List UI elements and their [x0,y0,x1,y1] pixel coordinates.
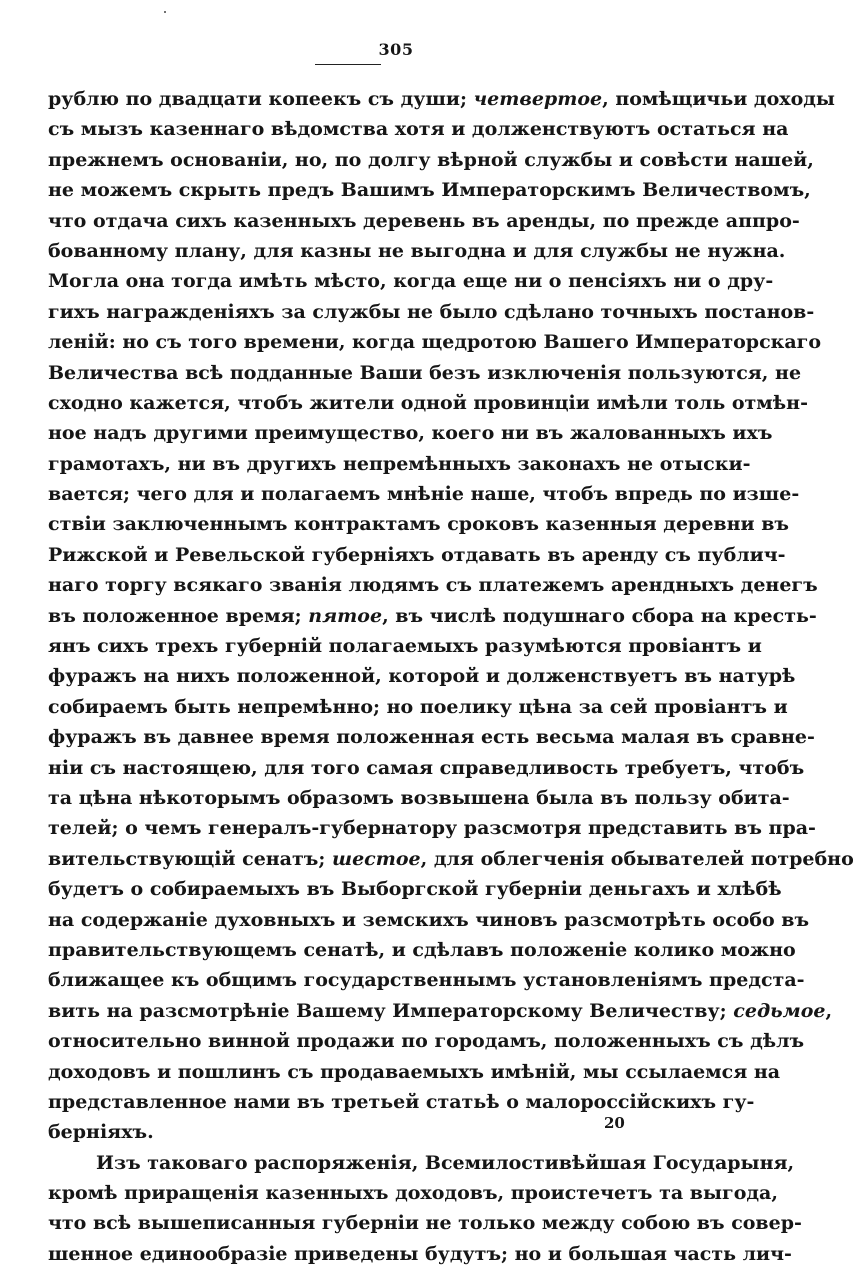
text-run: шенное единообразіе приведены будутъ; но и большая часть лич- [48,1242,792,1265]
text-run: ное надъ другими преимущество, коего ни въ жалованныхъ ихъ [48,422,773,445]
text-run: доходовъ и пошлинъ съ продаваемыхъ имѣній, мы ссылаемся на [48,1060,781,1083]
text-run: на содержаніе духовныхъ и земскихъ чиновъ разсмотрѣть особо въ [48,908,810,931]
text-line [48,601,817,631]
text-run: рублю по двадцати копеекъ съ души; [48,88,474,110]
text-run: что всѣ вышеписанныя губерніи не только между собою въ совер- [48,1212,802,1235]
text-run: янъ сихъ трехъ губерній полагаемыхъ разумѣются провіантъ и [48,635,762,658]
text-line [48,540,786,570]
text-run: будетъ о собираемыхъ въ Выборгской губерніи деньгахъ и хлѣбѣ [48,878,782,901]
text-line [48,753,805,783]
body-text [48,84,854,1269]
italic-run: пятое [308,604,383,627]
text-run: гихъ награжденіяхъ за службы не было сдѣлано точныхъ постанов- [48,300,815,323]
text-run: Рижской и Ревельской губерніяхъ отдавать въ аренду съ публич- [48,543,786,566]
text-line [48,145,814,175]
text-run: сходно кажется, чтобъ жители одной провинціи имѣли толь отмѣн- [48,391,808,414]
text-line [48,358,802,388]
text-line [48,844,854,874]
text-run: , для облегченія обывателей потребно [420,847,854,870]
text-line [48,84,835,114]
text-run: собираемъ быть непремѣнно; но поелику цѣна за сей провіантъ и [48,695,788,718]
text-line [48,692,788,722]
text-run: фуражъ на нихъ положенной, которой и долженствуетъ въ натурѣ [48,665,796,688]
text-run: ніи съ настоящею, для того самая справедливость требуетъ, чтобъ [48,756,805,779]
text-line [48,236,786,266]
text-line [48,266,774,296]
text-run: вить на разсмотрѣніе Вашему Императорскому Величеству; [48,999,734,1022]
text-run: что отдача сихъ казенныхъ деревень въ аренды, по прежде аппро- [48,209,800,232]
text-run: вается; чего для и полагаемъ мнѣніе наше, чтобъ впредь по изше- [48,483,800,506]
text-run: относительно винной продажи по городамъ, положенныхъ съ дѣлъ [48,1030,805,1053]
text-run: фуражъ въ давнее время положенная есть весьма малая въ сравне- [48,726,815,749]
text-line [48,905,810,935]
print-speck [164,11,166,13]
italic-run: четвертое [473,88,603,110]
italic-run: шестое [331,847,421,870]
text-run: бованному плану, для казны не выгодна и для службы не нужна. [48,239,786,262]
text-run: въ положенное время; [48,604,309,627]
text-line [48,1087,755,1117]
italic-run: седьмое [733,999,826,1022]
text-run: Величества всѣ подданные Ваши безъ изключенія пользуются, не [48,361,802,384]
text-line [48,996,833,1026]
text-line [48,1026,805,1056]
text-line [48,175,811,205]
text-line [48,114,789,144]
text-line [48,661,796,691]
text-line [48,783,790,813]
text-line [48,1178,778,1208]
text-run: кромѣ приращенія казенныхъ доходовъ, проистечетъ та выгода, [48,1182,778,1205]
text-line [48,206,800,236]
text-line [48,965,805,995]
text-line [48,1148,795,1178]
text-run: Могла она тогда имѣть мѣсто, когда еще ни о пенсіяхъ ни о дру- [48,270,774,293]
signature-mark: 20 [604,1114,625,1132]
text-line [48,1117,668,1147]
text-run: , въ числѣ подушнаго сбора на кресть- [382,604,817,627]
text-line [48,570,818,600]
text-run: , [825,999,833,1022]
text-run: представленное нами въ третьей статьѣ о малороссійскихъ гу- [48,1090,755,1113]
text-run: вительствующій сенатъ; [48,847,332,870]
text-run: ствіи заключеннымъ контрактамъ сроковъ казенныя деревни въ [48,513,790,536]
page-number-rule [315,64,381,65]
text-line [48,722,815,752]
text-line [48,418,773,448]
text-line [48,874,782,904]
text-run: леній: но съ того времени, когда щедротою Вашего Императорскаго [48,331,821,354]
text-line [48,935,796,965]
text-run: правительствующемъ сенатѣ, и сдѣлавъ положеніе колико можно [48,938,796,961]
text-run: грамотахъ, ни въ другихъ непремѣнныхъ законахъ не отыски- [48,452,751,475]
text-run: не можемъ скрыть предъ Вашимъ Императорскимъ Величествомъ, [48,179,811,202]
text-line [48,479,800,509]
text-line [48,1239,792,1269]
text-line [48,631,762,661]
text-line [48,1208,802,1238]
text-line [48,449,751,479]
text-line [48,509,790,539]
text-run: , помѣщичьи доходы [602,88,835,110]
text-line [48,388,808,418]
text-run: прежнемъ основаніи, но, по долгу вѣрной службы и совѣсти нашей, [48,148,814,171]
text-line [48,297,815,327]
text-run: ближащее къ общимъ государственнымъ установленіямъ предста- [48,969,805,992]
text-line [48,813,816,843]
text-run: телей; о чемъ генералъ-губернатору разсмотря представить въ пра- [48,817,816,840]
page-number: 305 [378,40,414,59]
text-line [48,1057,781,1087]
text-line [48,327,821,357]
text-run: Изъ таковаго распоряженія, Всемилостивѣйшая Государыня, [96,1151,795,1174]
text-run: съ мызъ казеннаго вѣдомства хотя и долженствуютъ остаться на [48,118,789,141]
text-run: та цѣна нѣкоторымъ образомъ возвышена была въ пользу обита- [48,786,790,809]
text-run: наго торгу всякаго званія людямъ съ платежемъ арендныхъ денегъ [48,574,818,597]
text-run: берніяхъ. [48,1121,154,1144]
